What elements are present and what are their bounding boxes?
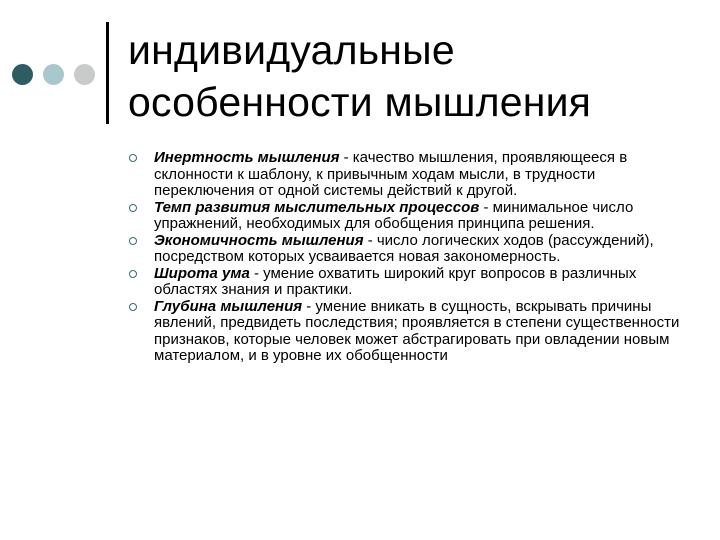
light-blue-dot-icon xyxy=(43,64,64,85)
ring-bullet-icon xyxy=(129,154,137,162)
list-item xyxy=(128,150,688,200)
title-divider xyxy=(106,22,109,124)
title-line-1: индивидуальные xyxy=(128,27,455,73)
slide-content xyxy=(128,150,688,365)
item-text: - минимальное число упражнений, необходимых для обобщения принципа решения. xyxy=(154,198,634,232)
bullet-list xyxy=(128,150,688,365)
item-term: Темп развития мыслительных процессов xyxy=(154,198,480,216)
ring-bullet-icon xyxy=(129,270,137,278)
item-text: - число логических ходов (рассуждений), посредством которых усваивается новая закономерность. xyxy=(154,231,654,265)
item-term: Экономичность мышления xyxy=(154,231,364,249)
title-line-2: особенности мышления xyxy=(128,79,592,125)
item-term: Широта ума xyxy=(154,264,250,282)
item-term: Инертность мышления xyxy=(154,149,340,166)
item-text: - умение вникать в сущность, вскрывать причины явлений, предвидеть последствия; проявляется в степени существенности признаков, которые человек может абстрагировать при овладении новым материалом, и в уровне их обобщенности xyxy=(154,297,680,364)
list-item xyxy=(128,200,688,233)
item-text: - умение охватить широкий круг вопросов в различных областях знания и практики. xyxy=(154,264,637,298)
item-term: Глубина мышления xyxy=(154,297,303,315)
item-text: - качество мышления, проявляющееся в склонности к шаблону, к привычным ходам мысли, в трудности переключения от одной системы действий к другой. xyxy=(154,149,628,199)
ring-bullet-icon xyxy=(129,237,137,245)
ring-bullet-icon xyxy=(129,204,137,212)
decorative-dots xyxy=(12,64,96,86)
list-item xyxy=(128,299,688,365)
grey-dot-icon xyxy=(74,64,95,85)
slide-title xyxy=(128,24,698,128)
list-item xyxy=(128,266,688,299)
ring-bullet-icon xyxy=(129,303,137,311)
list-item xyxy=(128,233,688,266)
dark-dot-icon xyxy=(12,64,33,85)
